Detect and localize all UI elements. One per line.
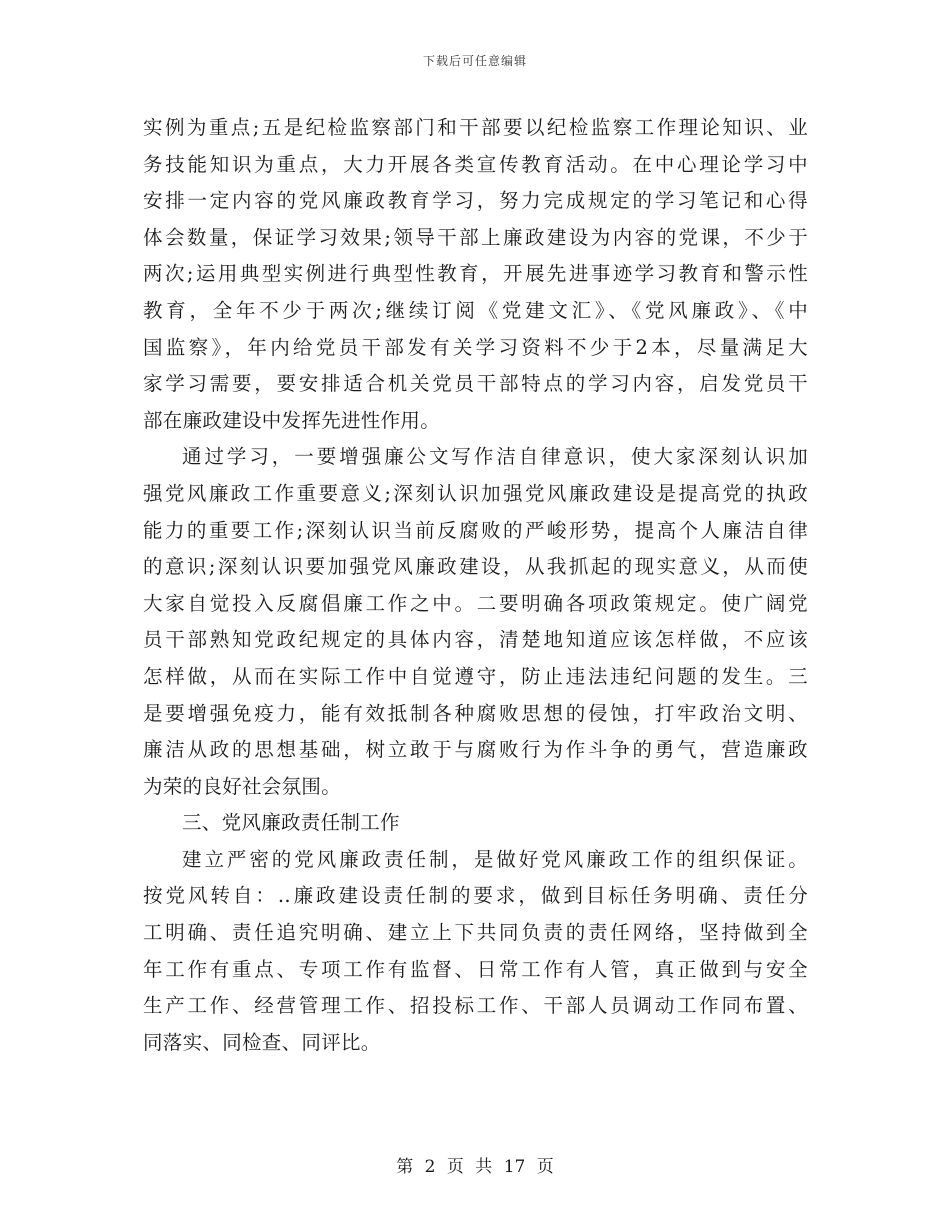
text-line: 工明确、责任追究明确、建立上下共同负责的责任网络，坚持做到全 bbox=[143, 921, 808, 945]
text-line: 的意识;深刻认识要加强党风廉政建设，从我抓起的现实意义，从而使 bbox=[143, 555, 808, 579]
text-line: 同落实、同检查、同评比。 bbox=[143, 1030, 381, 1054]
text-line: 为荣的良好社会氛围。 bbox=[143, 774, 342, 798]
paragraph-first-line: 通过学习，一要增强廉公文写作洁自律意识，使大家深刻认识加 bbox=[182, 445, 808, 469]
document-body bbox=[143, 110, 808, 1061]
text-line: 务技能知识为重点，大力开展各类宣传教育活动。在中心理论学习中 bbox=[143, 152, 808, 176]
text-line: 实例为重点;五是纪检监察部门和干部要以纪检监察工作理论知识、业 bbox=[143, 116, 808, 139]
text-line: 能力的重要工作;深刻认识当前反腐败的严峻形势，提高个人廉洁自律 bbox=[143, 518, 808, 542]
paragraph-first-line: 建立严密的党风廉政责任制，是做好党风廉政工作的组织保证。 bbox=[182, 847, 808, 871]
text-line: 怎样做，从而在实际工作中自觉遵守，防止违法违纪问题的发生。三 bbox=[143, 664, 808, 688]
text-line: 大家自觉投入反腐倡廉工作之中。二要明确各项政策规定。使广阔党 bbox=[143, 591, 808, 615]
text-line: 家学习需要，要安排适合机关党员干部特点的学习内容，启发党员干 bbox=[143, 372, 808, 396]
page-header-note: 下载后可任意编辑 bbox=[422, 54, 527, 68]
text-line: 年工作有重点、专项工作有监督、日常工作有人管，真正做到与安全 bbox=[143, 957, 808, 981]
page-number-footer: 第 2 页 共 17 页 bbox=[396, 1157, 554, 1177]
text-line: 体会数量，保证学习效果;领导干部上廉政建设为内容的党课，不少于 bbox=[143, 225, 808, 249]
text-line: 国监察》，年内给党员干部发有关学习资料不少于2本，尽量满足大 bbox=[143, 335, 808, 359]
text-line: 廉洁从政的思想基础，树立敢于与腐败行为作斗争的勇气，营造廉政 bbox=[143, 738, 808, 762]
text-line: 员干部熟知党政纪规定的具体内容，清楚地知道应该怎样做，不应该 bbox=[143, 628, 808, 652]
text-line: 安排一定内容的党风廉政教育学习，努力完成规定的学习笔记和心得 bbox=[143, 189, 808, 213]
text-line: 教育，全年不少于两次;继续订阅《党建文汇》、《党风廉政》、《中 bbox=[143, 298, 808, 322]
text-line: 生产工作、经营管理工作、招投标工作、干部人员调动工作同布置、 bbox=[143, 994, 808, 1018]
section-heading: 三、党风廉政责任制工作 bbox=[182, 811, 400, 835]
text-line: 强党风廉政工作重要意义;深刻认识加强党风廉政建设是提高党的执政 bbox=[143, 481, 808, 505]
text-line: 两次;运用典型实例进行典型性教育，开展先进事迹学习教育和警示性 bbox=[143, 262, 808, 286]
text-line: 按党风转自：..廉政建设责任制的要求，做到目标任务明确、责任分 bbox=[143, 884, 808, 908]
text-line: 是要增强免疫力，能有效抵制各种腐败思想的侵蚀，打牢政治文明、 bbox=[143, 701, 808, 725]
text-line: 部在廉政建设中发挥先进性作用。 bbox=[143, 408, 441, 432]
